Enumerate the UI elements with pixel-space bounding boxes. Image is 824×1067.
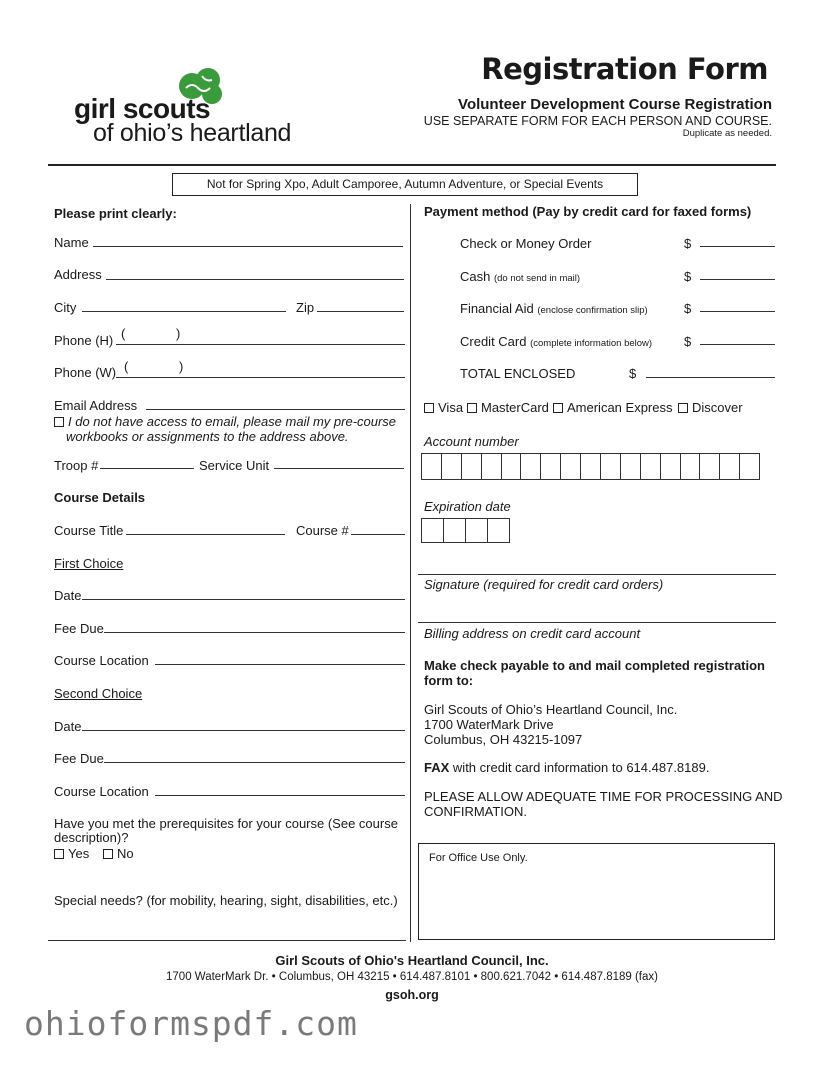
mail-instructions-heading: Make check payable to and mail completed registration [424,658,765,673]
course-number-label: Course # [296,523,349,538]
office-use-box [418,843,775,940]
phone-home-paren-close: ) [176,326,181,341]
processing-notice-2: CONFIRMATION. [424,804,528,819]
financial-aid-dollar: $ [684,301,692,316]
mail-address-line2: 1700 WaterMark Drive [424,717,554,732]
no-email-option[interactable] [54,414,396,429]
footer-website: gsoh.org [385,988,439,1002]
account-digit-box[interactable] [580,453,601,480]
checkbox-icon[interactable] [54,417,64,427]
name-field[interactable] [93,246,403,247]
instruction-text: USE SEPARATE FORM FOR EACH PERSON AND COURSE. [423,114,772,128]
fax-instructions [424,760,709,775]
credit-card-dollar: $ [684,334,692,349]
checkbox-icon[interactable] [553,403,563,413]
second-choice-heading: Second Choice [54,686,143,701]
print-clearly-heading: Please print clearly: [54,206,177,221]
special-needs-field[interactable] [48,940,406,941]
no-email-text: I do not have access to email, please mail my pre-course [68,414,397,429]
first-date-field[interactable] [82,599,405,600]
financial-aid-amount-field[interactable] [700,311,775,312]
prereq-question-2: description)? [54,830,129,845]
fax-label: FAX [424,760,450,775]
prereq-no-option[interactable] [103,846,134,861]
total-dollar: $ [629,366,637,381]
second-fee-field[interactable] [104,762,405,763]
credit-card-note: (complete information below) [530,338,653,349]
checkbox-icon[interactable] [103,849,113,859]
visa-option[interactable] [424,400,463,415]
billing-address-field[interactable] [418,622,776,623]
check-option-label: Check or Money Order [460,236,592,251]
mail-address-line3: Columbus, OH 43215-1097 [424,732,583,747]
account-digit-box[interactable] [739,453,760,480]
expiration-digit-box[interactable] [421,518,444,543]
first-fee-label: Fee Due [54,621,104,636]
footer-org: Girl Scouts of Ohio's Heartland Council, Inc. [275,953,549,968]
prereq-question: Have you met the prerequisites for your course (See course [54,816,398,831]
processing-notice: PLEASE ALLOW ADEQUATE TIME FOR PROCESSING AND [424,789,783,804]
mastercard-option[interactable] [467,400,549,415]
account-digit-box[interactable] [421,453,442,480]
phone-home-paren-open: ( [121,326,126,341]
account-digit-box[interactable] [540,453,561,480]
credit-card-option [460,334,652,349]
second-location-field[interactable] [155,795,405,796]
cash-note: (do not send in mail) [493,273,581,284]
cash-option [460,269,580,284]
amex-option[interactable] [553,400,672,415]
no-label: No [117,846,134,861]
account-digit-box[interactable] [560,453,581,480]
course-title-label: Course Title [54,523,124,538]
page-title: Registration Form [481,52,768,86]
address-label: Address [54,267,102,282]
account-digit-box[interactable] [660,453,681,480]
email-field[interactable] [146,409,405,410]
city-label: City [54,300,77,315]
phone-home-label: Phone (H) [54,333,114,348]
account-digit-box[interactable] [620,453,641,480]
financial-aid-label: Financial Aid [460,301,534,316]
first-location-label: Course Location [54,653,149,668]
fax-text: with credit card information to 614.487.8189. [452,760,710,775]
total-amount-field[interactable] [646,377,775,378]
service-unit-field[interactable] [274,468,404,469]
city-field[interactable] [82,311,286,312]
first-date-label: Date [54,588,82,603]
signature-field[interactable] [418,574,776,575]
credit-card-amount-field[interactable] [700,344,775,345]
expiration-boxes[interactable] [422,518,510,543]
payment-method-heading: Payment method (Pay by credit card for faxed forms) [424,204,752,219]
account-digit-box[interactable] [680,453,701,480]
service-unit-label: Service Unit [199,458,270,473]
credit-card-label: Credit Card [460,334,527,349]
header-divider [48,164,776,166]
second-date-label: Date [54,719,82,734]
account-digit-box[interactable] [719,453,740,480]
course-number-field[interactable] [351,534,405,535]
checkbox-icon[interactable] [54,849,64,859]
phone-work-field[interactable] [116,377,405,378]
account-digit-box[interactable] [640,453,661,480]
first-choice-heading: First Choice [54,556,124,571]
name-label: Name [54,235,89,250]
troop-label: Troop # [54,458,99,473]
total-label: TOTAL ENCLOSED [460,366,576,381]
logo-text: girl scouts [74,93,211,124]
logo-subtext: of ohio’s heartland [93,119,292,147]
account-number-boxes[interactable] [422,453,760,480]
page-subtitle: Volunteer Development Course Registration [458,96,772,113]
phone-home-field[interactable] [116,344,405,345]
account-digit-box[interactable] [699,453,720,480]
no-email-text-2: workbooks or assignments to the address above. [66,429,349,444]
financial-aid-option [460,301,648,316]
checkbox-icon[interactable] [678,403,688,413]
duplicate-note: Duplicate as needed. [682,128,772,139]
account-digit-box[interactable] [461,453,482,480]
mail-instructions-heading-2: form to: [424,673,474,688]
email-label: Email Address [54,398,138,413]
account-digit-box[interactable] [520,453,541,480]
second-location-label: Course Location [54,784,149,799]
special-needs-label: Special needs? (for mobility, hearing, sight, disabilities, etc.) [54,893,398,908]
zip-field[interactable] [317,311,404,312]
cash-label: Cash [460,269,491,284]
second-date-field[interactable] [82,730,405,731]
expiration-digit-box[interactable] [443,518,466,543]
troop-field[interactable] [100,468,194,469]
account-digit-box[interactable] [501,453,522,480]
cash-amount-field[interactable] [700,279,775,280]
check-amount-field[interactable] [700,246,775,247]
account-digit-box[interactable] [481,453,502,480]
cash-dollar: $ [684,269,692,284]
column-divider [410,204,411,942]
address-field[interactable] [106,279,404,280]
second-fee-label: Fee Due [54,751,104,766]
phone-work-paren-close: ) [179,359,184,374]
office-use-label: For Office Use Only. [429,852,528,864]
discover-label: Discover [692,400,743,415]
signature-label: Signature (required for credit card orders) [424,577,664,592]
checkbox-icon[interactable] [424,403,434,413]
account-digit-box[interactable] [441,453,462,480]
notice-box: Not for Spring Xpo, Adult Camporee, Autumn Adventure, or Special Events [172,173,638,196]
expiration-label: Expiration date [424,499,511,514]
check-dollar: $ [684,236,692,251]
footer-contact: 1700 WaterMark Dr. • Columbus, OH 43215 • 614.487.8101 • 800.621.7042 • 614.487.8189 (fax) [166,971,658,983]
financial-aid-note: (enclose confirmation slip) [537,305,648,316]
prereq-yes-option[interactable] [54,846,89,861]
mastercard-label: MasterCard [481,400,549,415]
visa-label: Visa [438,400,464,415]
yes-label: Yes [68,846,90,861]
discover-option[interactable] [678,400,743,415]
checkbox-icon[interactable] [467,403,477,413]
phone-work-label: Phone (W) [54,365,117,380]
watermark-text: ohioformspdf.com [24,1004,358,1043]
course-details-heading: Course Details [54,490,146,505]
mail-address-line1: Girl Scouts of Ohio’s Heartland Council, Inc. [424,702,678,717]
first-fee-field[interactable] [104,632,405,633]
first-location-field[interactable] [155,664,405,665]
account-number-label: Account number [424,434,519,449]
account-digit-box[interactable] [600,453,621,480]
zip-label: Zip [296,300,315,315]
phone-work-paren-open: ( [124,359,129,374]
expiration-digit-box[interactable] [465,518,488,543]
billing-address-label: Billing address on credit card account [424,626,641,641]
expiration-digit-box[interactable] [487,518,510,543]
course-title-field[interactable] [126,534,285,535]
amex-label: American Express [567,400,673,415]
